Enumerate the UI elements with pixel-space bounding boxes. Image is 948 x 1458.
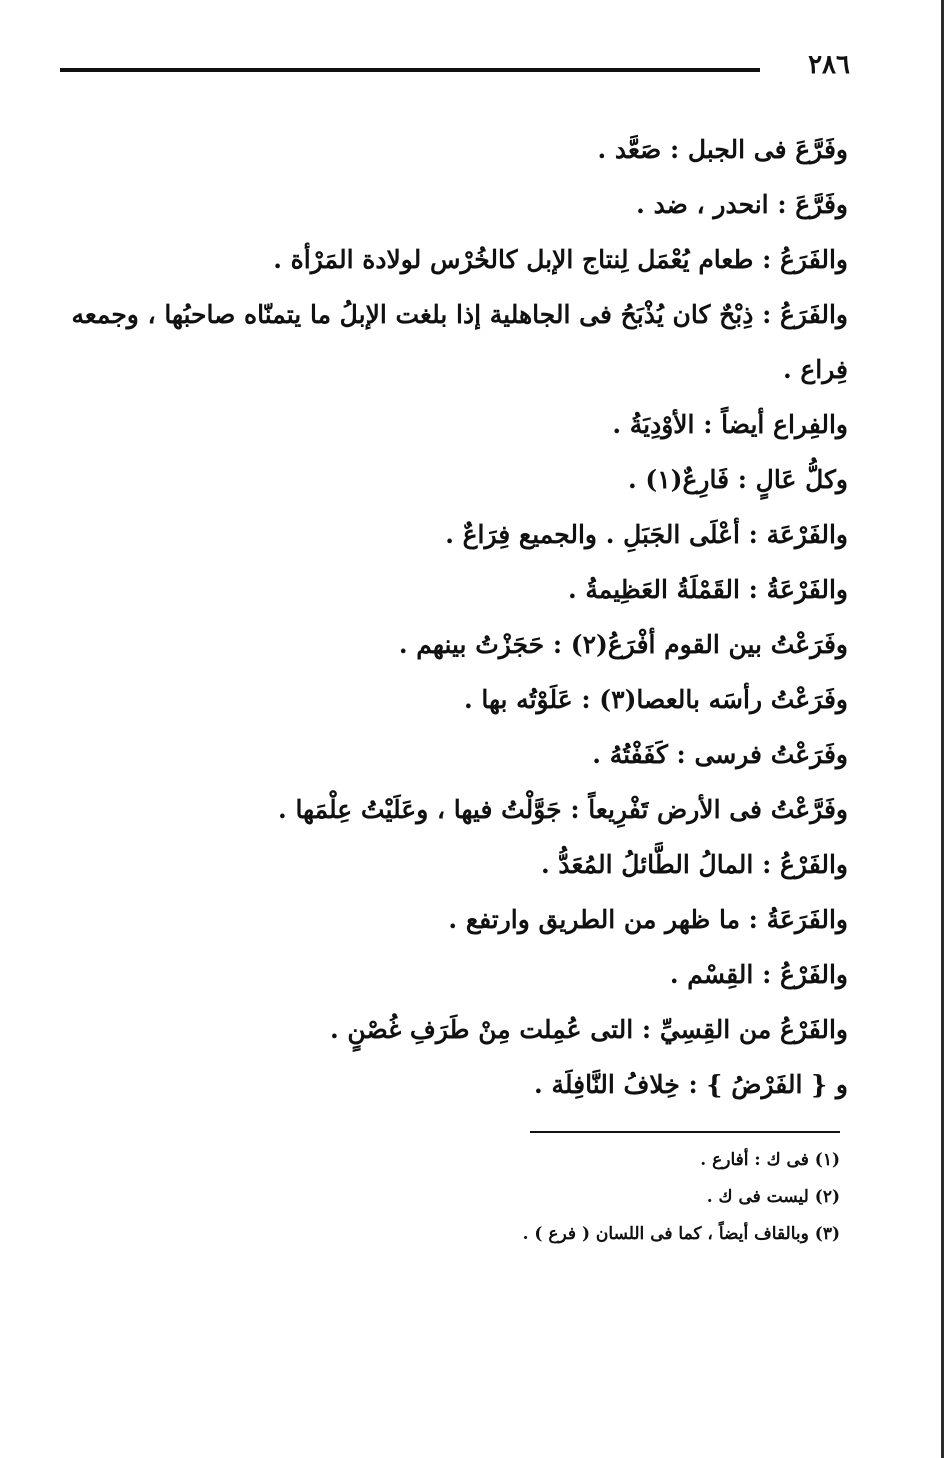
text-line: والفَرْعَة : أعْلَى الجَبَلِ . والجميع فِرَاعٌ .	[445, 520, 848, 549]
text-line: وفَرَعْتُ رأسَه بالعصا(٣) : عَلَوْتُه بها .	[463, 685, 848, 714]
text-line: وفَرَّعَ فى الجبل : صَعَّد .	[597, 135, 848, 164]
text-line: فِراع .	[782, 355, 848, 384]
footnote-separator	[530, 1131, 840, 1133]
main-text	[58, 122, 848, 1112]
text-line: وفَرَعْتُ فرسى : كَفَفْتُهُ .	[592, 740, 848, 769]
text-line: وفَرَعْتُ بين القوم أفْرَعُ(٢) : حَجَزْتُ بينهم .	[398, 630, 848, 659]
page-header	[60, 50, 850, 92]
footnote: (١) فى ك : أفارع .	[700, 1150, 840, 1170]
text-line: وفَرَّعْتُ فى الأرض تَفْرِيعاً : جَوَّلْتُ فيها ، وعَلَيْتُ عِلْمَها .	[278, 795, 848, 824]
text-line: والفَرَعُ : ذِبْحٌ كان يُذْبَحُ فى الجاهلية إذا بلغت الإبلُ ما يتمنّاه صاحبُها ، وجمعه	[71, 300, 848, 329]
text-line: والفَرْعُ : المالُ الطَّائلُ المُعَدُّ .	[540, 850, 848, 879]
text-line: وفَرَّعَ : انحدر ، ضد .	[636, 190, 848, 219]
page-edge-shadow	[941, 0, 944, 1458]
text-line: والفَرْعُ : القِسْم .	[669, 960, 848, 989]
text-line: والفِراع أيضاً : الأوْدِيَةُ .	[612, 410, 848, 439]
text-line: والفَرْعُ من القِسِيِّ : التى عُمِلت مِنْ طَرَفِ غُصْنٍ .	[330, 1015, 848, 1044]
text-line: والفَرَعَةُ : ما ظهر من الطريق وارتفع .	[448, 905, 848, 934]
header-rule	[60, 68, 760, 72]
footnote: (٣) وبالقاف أيضاً ، كما فى اللسان ( فرع ) .	[522, 1224, 840, 1244]
footnotes	[320, 1142, 840, 1253]
footnote: (٢) ليست فى ك .	[706, 1187, 840, 1207]
page-number: ٢٨٦	[808, 50, 850, 80]
text-line: و { الفَرْضُ } : خِلافُ النَّافِلَة .	[534, 1070, 848, 1099]
text-line: وكلُّ عَالٍ : فَارِعٌ(١) .	[627, 465, 848, 494]
text-line: والفَرَعُ : طعام يُعْمَل لِنتاج الإبل كالخُرْس لولادة المَرْأة .	[273, 245, 848, 274]
text-line: والفَرْعَةُ : القَمْلَةُ العَظِيمةُ .	[567, 575, 848, 604]
